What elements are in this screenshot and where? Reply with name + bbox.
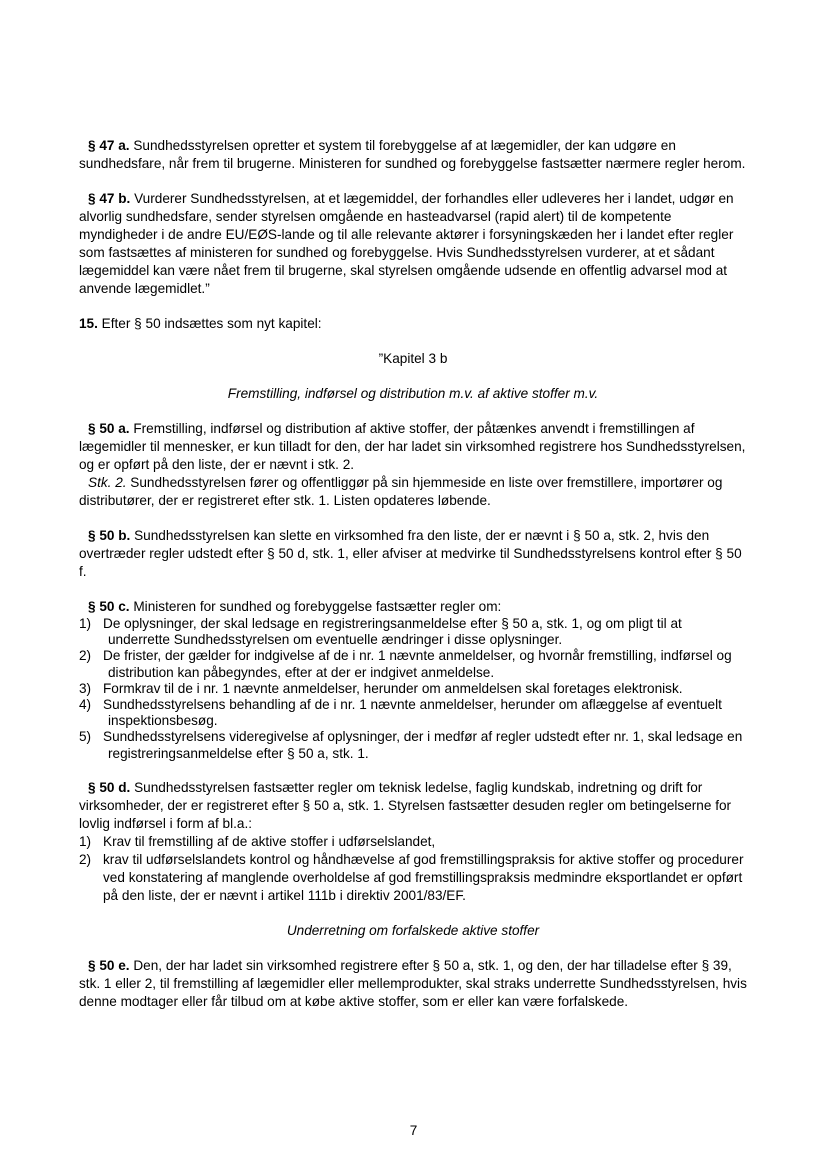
- paragraph-text: Den, der har ladet sin virksomhed registrere efter § 50 a, stk. 1, og den, der har tilladelse efter § 39, stk. 1 eller 2, til fremstilling af lægemidler eller mellemprodukter, skal straks underrette Sundhedsstyrelsen, hvis denne modtager eller får tilbud om at købe aktive stoffer, som er eller kan være forfalskede.: [79, 957, 747, 1009]
- paragraph-text: Vurderer Sundhedsstyrelsen, at et lægemiddel, der forhandles eller udleveres her i landet, udgør en alvorlig sundhedsfare, sender styrelsen omgående en hasteadvarsel (rapid alert) til de kompetente myndigheder i de andre EU/EØS-lande og til alle relevante aktører i forsyningskæden her i landet efter regler som fastsættes af ministeren for sundhed og forebyggelse. Hvis Sundhedsstyrelsen vurderer, at et sådant lægemiddel kan være nået frem til brugerne, skal styrelsen omgående udsende en offentlig advarsel mod at anvende lægemidlet.”: [79, 191, 734, 296]
- stk-label: Stk. 2.: [88, 475, 127, 490]
- list-number: 2): [79, 648, 92, 664]
- section-label: § 50 b.: [88, 528, 131, 543]
- paragraph-text: Sundhedsstyrelsen fører og offentliggør på sin hjemmeside en liste over fremstillere, importører og distributører, der er registreret efter stk. 1. Listen opdateres løbende.: [79, 475, 723, 508]
- list-item: [79, 616, 747, 648]
- list-50c: [79, 616, 747, 762]
- section-label: § 50 d.: [88, 779, 131, 795]
- section-label: § 50 e.: [88, 957, 130, 973]
- list-item: [79, 697, 747, 729]
- section-heading: Underretning om forfalskede aktive stoffer: [286, 922, 540, 938]
- list-text: Krav til fremstilling af de aktive stoffer i udførselslandet,: [103, 833, 436, 849]
- list-text: Sundhedsstyrelsens videregivelse af oplysninger, der i medfør af regler udstedt efter nr. 1, skal ledsage en registreringsanmeldelse efter § 50 a, stk. 1.: [103, 729, 743, 761]
- paragraph-50d: [79, 779, 747, 833]
- list-number: 1): [79, 616, 92, 631]
- section-label: § 47 b.: [88, 191, 131, 206]
- paragraph-50b: [79, 527, 747, 581]
- item-label: 15.: [79, 316, 98, 331]
- list-number: 3): [79, 680, 92, 696]
- list-item: [79, 729, 747, 761]
- paragraph-50e: [79, 957, 747, 1011]
- list-text: Sundhedsstyrelsens behandling af de i nr. 1 nævnte anmeldelser, herunder om aflæggelse af eventuelt inspektionsbesøg.: [103, 697, 722, 729]
- paragraph-50c: [79, 598, 747, 616]
- paragraph-text: Sundhedsstyrelsen kan slette en virksomhed fra den liste, der er nævnt i § 50 a, stk. 2, hvis den overtræder regler udstedt efter § 50 d, stk. 1, eller afviser at medvirke til Sundhedsstyrelsens kontrol efter § 50 f.: [79, 528, 742, 579]
- list-item: [79, 648, 747, 680]
- list-number: 2): [79, 851, 92, 867]
- paragraph-50a-stk2: [79, 474, 747, 510]
- paragraph-47b: [79, 190, 747, 298]
- list-text: De oplysninger, der skal ledsage en registreringsanmeldelse efter § 50 a, stk. 1, og om pligt til at underrette Sundhedsstyrelsen om eventuelle ændringer i disse oplysninger.: [103, 616, 682, 648]
- paragraph-47a: [79, 137, 747, 173]
- section-label: § 50 a.: [88, 421, 130, 436]
- list-number: 5): [79, 729, 92, 745]
- item-text: Efter § 50 indsættes som nyt kapitel:: [97, 316, 322, 331]
- chapter-subtitle: Fremstilling, indførsel og distribution m.v. af aktive stoffer m.v.: [227, 386, 599, 401]
- list-text: krav til udførselslandets kontrol og håndhævelse af god fremstillingspraksis for aktive stoffer og procedurer ved konstatering af manglende overholdelse af god fremstillingspraksis medmindre eksportlandet er opført på den liste, der er nævnt i artikel 111b i direktiv 2001/83/EF.: [103, 851, 744, 903]
- page-number: 7: [409, 1123, 418, 1138]
- list-text: Formkrav til de i nr. 1 nævnte anmeldelser, herunder om anmeldelsen skal foretages elektronisk.: [103, 680, 683, 696]
- list-item: [79, 681, 747, 697]
- list-number: 4): [79, 697, 92, 713]
- paragraph-text: Sundhedsstyrelsen fastsætter regler om teknisk ledelse, faglig kundskab, indretning og drift for virksomheder, der er registreret efter § 50 a, stk. 1. Styrelsen fastsætter desuden regler om betingelserne for lovlig indførsel i form af bl.a.:: [79, 779, 732, 831]
- chapter-title: ”Kapitel 3 b: [378, 351, 448, 366]
- amendment-item-15: [79, 315, 747, 333]
- paragraph-50a: [79, 420, 747, 474]
- paragraph-text: Sundhedsstyrelsen opretter et system til forebyggelse af at lægemidler, der kan udgøre en sundhedsfare, når frem til brugerne. Ministeren for sundhed og forebyggelse fastsætter nærmere regler herom.: [79, 138, 746, 171]
- section-label: § 47 a.: [88, 138, 130, 153]
- list-item: [79, 851, 747, 905]
- list-item: [79, 833, 747, 851]
- paragraph-text: Fremstilling, indførsel og distribution af aktive stoffer, der påtænkes anvendt i fremstillingen af lægemidler til mennesker, er kun tilladt for den, der har ladet sin virksomhed registrere hos Sundhedsstyrelsen, og er opført på den liste, der er nævnt i stk. 2.: [79, 421, 746, 472]
- list-50d: [79, 833, 747, 905]
- document-body: [79, 137, 747, 1011]
- section-label: § 50 c.: [88, 599, 130, 614]
- list-text: De frister, der gælder for indgivelse af de i nr. 1 nævnte anmeldelser, og hvornår fremstilling, indførsel og distribution kan påbegyndes, efter at der er indgivet anmeldelse.: [103, 648, 732, 680]
- list-number: 1): [79, 833, 92, 849]
- paragraph-text: Ministeren for sundhed og forebyggelse fastsætter regler om:: [129, 599, 502, 614]
